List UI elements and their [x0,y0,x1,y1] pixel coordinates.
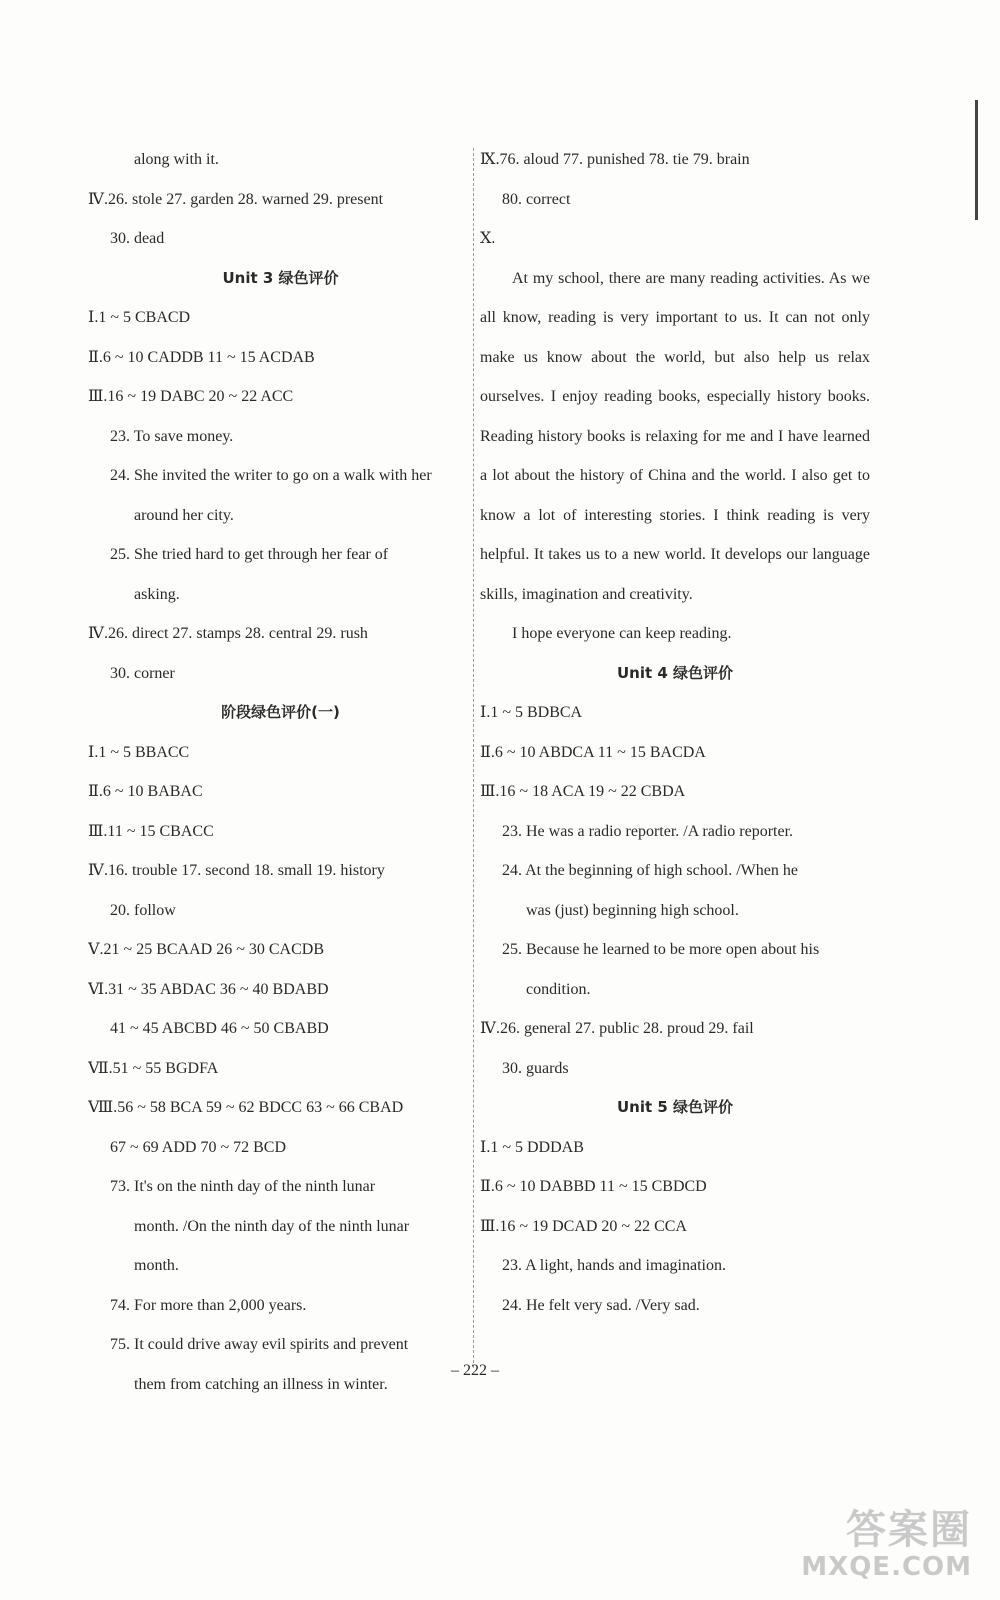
watermark [801,1508,972,1582]
answer-line: 23. He was a radio reporter. /A radio reporter. [502,822,794,840]
answer-line: along with it. [134,151,219,168]
section-heading: Unit 5 绿色评价 [616,1098,734,1116]
answer-line: around her city. [134,506,234,524]
answer-line: 30. dead [110,230,165,247]
column-divider [473,148,474,1368]
answer-line: 73. It's on the ninth day of the ninth lunar [110,1178,376,1195]
answer-line: Ⅱ.6 ~ 10 CADDB 11 ~ 15 ACDAB [88,348,315,366]
answer-line: Ⅲ.16 ~ 18 ACA 19 ~ 22 CBDA [480,783,686,800]
answer-line: 24. He felt very sad. /Very sad. [502,1296,700,1314]
answer-line: 74. For more than 2,000 years. [110,1296,307,1314]
answer-line: 30. corner [110,664,175,682]
answer-line: asking. [134,585,180,603]
answer-line: month. /On the ninth day of the ninth lunar [134,1217,410,1235]
answer-line: 24. At the beginning of high school. /When he [502,862,798,879]
right-top-answers [480,140,870,259]
page-edge-bar [975,100,978,220]
section-heading: Unit 3 绿色评价 [222,268,339,287]
answer-line: 75. It could drive away evil spirits and prevent [110,1336,409,1353]
answer-line: Ⅰ.1 ~ 5 BBACC [88,743,190,761]
right-bottom-answers [480,654,870,1326]
answer-line: Ⅳ.26. general 27. public 28. proud 29. fail [480,1020,754,1037]
answer-line: Ⅷ.56 ~ 58 BCA 59 ~ 62 BDCC 63 ~ 66 CBAD [88,1099,404,1116]
answer-line: Ⅲ.16 ~ 19 DCAD 20 ~ 22 CCA [480,1217,687,1235]
answer-line: Ⅰ.1 ~ 5 CBACD [88,309,191,326]
answer-line: 67 ~ 69 ADD 70 ~ 72 BCD [110,1138,286,1156]
page-number: – 222 – [451,1362,499,1379]
answer-line: Ⅱ.6 ~ 10 BABAC [88,783,203,800]
answer-line: was (just) beginning high school. [526,901,739,919]
watermark-logo: 答案圈 [846,1507,972,1553]
section-heading: Unit 4 绿色评价 [616,663,734,682]
answer-line: Ⅶ.51 ~ 55 BGDFA [88,1059,219,1077]
essay-paragraph-1: At my school, there are many reading activities. As we all know, reading is very important to us. It can not only make us know about the world, but also help us relax ourselves. I enjoy reading books, especially history books. Reading history books is relaxing for me and I have learned a lot about the history of China and the world. I also get to know a lot of interesting stories. I think reading is very helpful. It takes us to a new world. It develops our language skills, imagination and creativity. [480,269,870,603]
watermark-url: MXQE.COM [801,1552,972,1582]
left-column [88,140,473,1404]
answer-line: 24. She invited the writer to go on a walk with her [110,467,432,484]
answer-line: Ⅱ.6 ~ 10 ABDCA 11 ~ 15 BACDA [480,743,706,761]
answer-line: Ⅴ.21 ~ 25 BCAAD 26 ~ 30 CACDB [88,941,324,958]
right-column [480,140,870,1325]
answer-line: condition. [526,980,591,998]
answer-line: 30. guards [502,1059,569,1077]
answer-line: Ⅳ.16. trouble 17. second 18. small 19. history [88,862,385,879]
answer-line: month. [134,1257,179,1274]
answer-line: Ⅲ.11 ~ 15 CBACC [88,822,214,840]
answer-line: Ⅹ. [480,230,496,247]
answer-line: 41 ~ 45 ABCBD 46 ~ 50 CBABD [110,1020,329,1037]
answer-line: Ⅱ.6 ~ 10 DABBD 11 ~ 15 CBDCD [480,1178,707,1195]
answer-line: Ⅰ.1 ~ 5 BDBCA [480,704,583,721]
answer-line: 25. She tried hard to get through her fear of [110,546,389,563]
answer-line: Ⅸ.76. aloud 77. punished 78. tie 79. brain [480,151,750,168]
essay [480,259,870,654]
essay-paragraph-2: I hope everyone can keep reading. [512,625,732,642]
answer-line: Ⅳ.26. direct 27. stamps 28. central 29. rush [88,625,368,642]
answer-line: Ⅳ.26. stole 27. garden 28. warned 29. present [88,190,384,208]
answer-line: 20. follow [110,901,176,919]
answer-line: them from catching an illness in winter. [134,1375,388,1393]
answer-line: Ⅲ.16 ~ 19 DABC 20 ~ 22 ACC [88,388,294,405]
answer-line: Ⅵ.31 ~ 35 ABDAC 36 ~ 40 BDABD [88,980,329,998]
section-heading: 阶段绿色评价(一) [221,703,340,721]
answer-line: 23. A light, hands and imagination. [502,1257,726,1274]
answer-line: 23. To save money. [110,427,234,445]
answer-line: Ⅰ.1 ~ 5 DDDAB [480,1138,584,1156]
answer-line: 80. correct [502,190,571,208]
answer-line: 25. Because he learned to be more open about his [502,941,820,958]
